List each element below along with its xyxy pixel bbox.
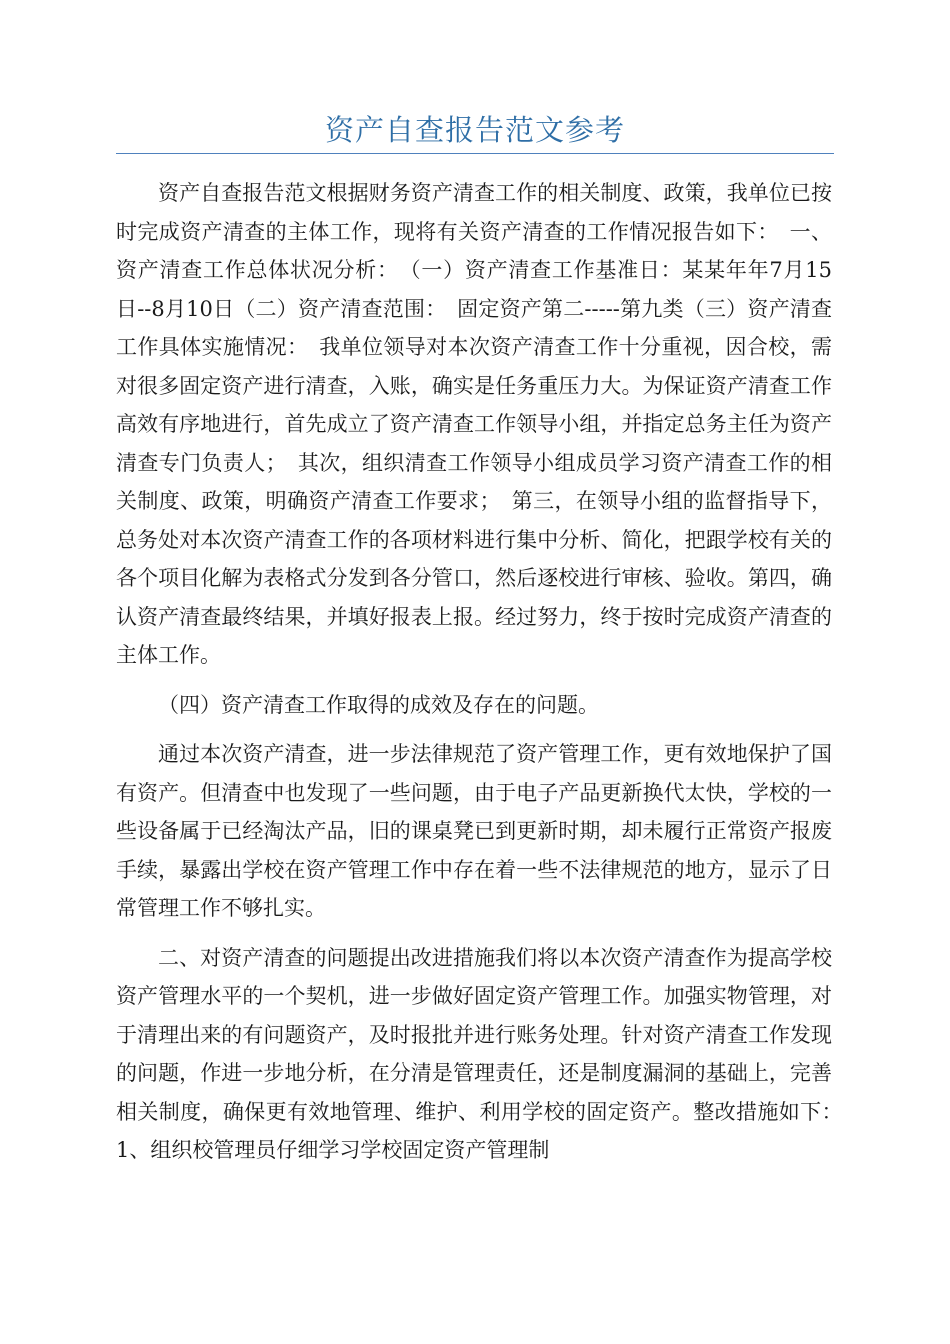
- paragraph-intro: 资产自查报告范文根据财务资产清查工作的相关制度、政策，我单位已按时完成资产清查的主体工作，现将有关资产清查的工作情况报告如下： 一、资产清查工作总体状况分析： （一）资产清查工作基准日：某某年年7月15日--8月10日（二）资产清查范围： 固定资产第二-----第九类（三）资产清查工作具体实施情况： 我单位领导对本次资产清查工作十分重视，因合校，需对很多固定资产进行清查，入账，确实是任务重压力大。为保证资产清查工作高效有序地进行，首先成立了资产清查工作领导小组，并指定总务主任为资产清查专门负责人； 其次，组织清查工作领导小组成员学习资产清查工作的相关制度、政策，明确资产清查工作要求； 第三，在领导小组的监督指导下，总务处对本次资产清查工作的各项材料进行集中分析、简化，把跟学校有关的各个项目化解为表格式分发到各分管口，然后逐校进行审核、验收。第四，确认资产清查最终结果，并填好报表上报。经过努力，终于按时完成资产清查的主体工作。: [116, 181, 832, 667]
- title-underline: [116, 153, 834, 154]
- document-title: 资产自查报告范文参考: [324, 113, 625, 147]
- paragraph-improvements: 二、对资产清查的问题提出改进措施我们将以本次资产清查作为提高学校资产管理水平的一个契机，进一步做好固定资产管理工作。加强实物管理，对于清理出来的有问题资产，及时报批并进行账务处理。针对资产清查工作发现的问题，作进一步地分析，在分清是管理责任，还是制度漏洞的基础上，完善相关制度，确保更有效地管理、维护、利用学校的固定资产。整改措施如下： 1、组织校管理员仔细学习学校固定资产管理制: [116, 945, 853, 1162]
- document-body: [116, 174, 853, 1170]
- paragraph-results: 通过本次资产清查，进一步法律规范了资产管理工作，更有效地保护了国有资产。但清查中也发现了一些问题，由于电子产品更新换代太快，学校的一些设备属于已经淘汰产品，旧的课桌凳已到更新时期，却未履行正常资产报废手续，暴露出学校在资产管理工作中存在着一些不法律规范的地方，显示了日常管理工作不够扎实。: [116, 742, 832, 920]
- paragraph-section-four: （四）资产清查工作取得的成效及存在的问题。: [158, 692, 599, 717]
